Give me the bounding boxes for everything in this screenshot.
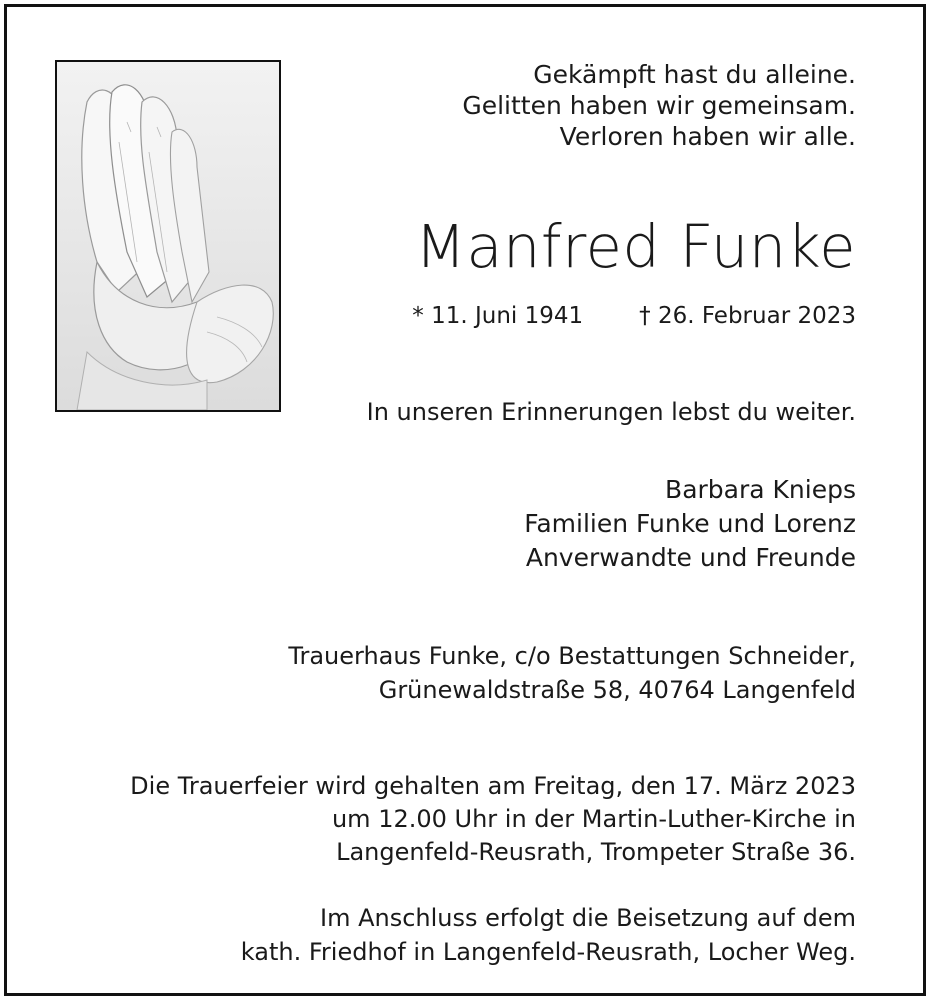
life-dates	[412, 301, 856, 331]
birth-date: * 11. Juni 1941	[412, 303, 584, 329]
mourning-house-address	[288, 639, 856, 707]
ceremony-line-2: um 12.00 Uhr in der Martin-Luther-Kirche in	[331, 805, 856, 833]
burial-line-1: Im Anschluss erfolgt die Beisetzung auf dem	[320, 904, 856, 932]
memory-line: In unseren Erinnerungen lebst du weiter.	[366, 398, 856, 426]
ceremony-line-1: Die Trauerfeier wird gehalten am Freitag, den 17. März 2023	[130, 772, 856, 800]
obituary-frame	[4, 4, 926, 996]
burial-info	[241, 901, 856, 969]
mourners-list	[524, 473, 856, 575]
ceremony-line-3: Langenfeld-Reusrath, Trompeter Straße 36.	[336, 838, 856, 866]
address-line-1: Trauerhaus Funke, c/o Bestattungen Schneider,	[288, 642, 856, 670]
verse-line-2: Gelitten haben wir gemeinsam.	[462, 91, 856, 120]
praying-hands-icon	[57, 62, 279, 410]
verse	[462, 59, 856, 152]
verse-line-1: Gekämpft hast du alleine.	[533, 60, 856, 89]
verse-line-3: Verloren haben wir alle.	[559, 122, 856, 151]
mourner: Familien Funke und Lorenz	[524, 509, 856, 538]
burial-line-2: kath. Friedhof in Langenfeld-Reusrath, Locher Weg.	[240, 938, 856, 966]
mourner: Barbara Knieps	[665, 475, 856, 504]
deceased-name: Manfred Funke	[414, 212, 856, 281]
funeral-ceremony-info	[130, 770, 856, 869]
address-line-2: Grünewaldstraße 58, 40764 Langenfeld	[378, 676, 856, 704]
mourner: Anverwandte und Freunde	[525, 543, 856, 572]
praying-hands-image	[55, 60, 281, 412]
death-date: † 26. Februar 2023	[639, 303, 856, 329]
